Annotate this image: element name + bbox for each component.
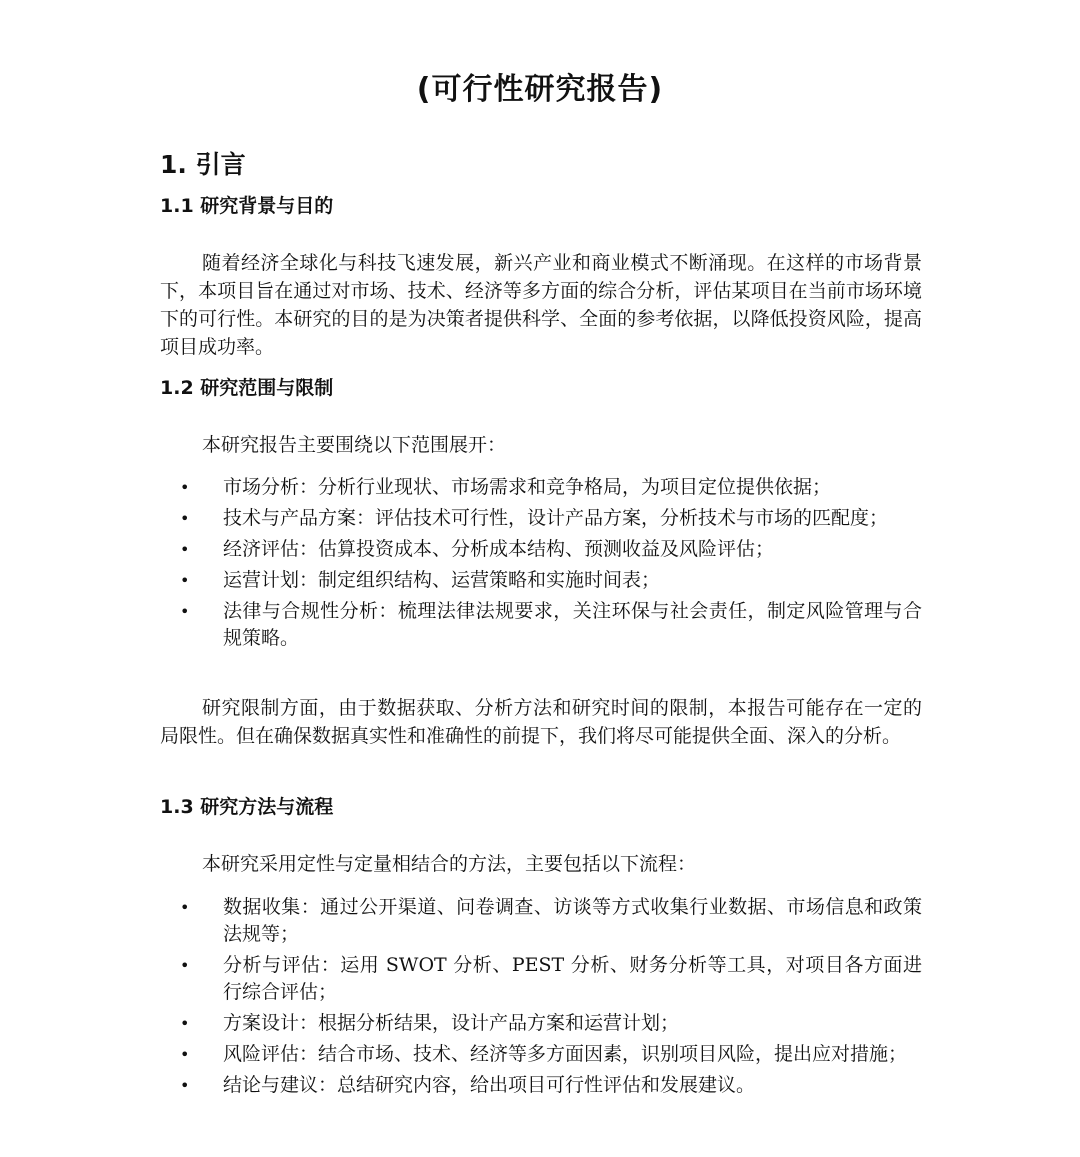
list-item: [160, 1010, 922, 1037]
list-item-text: 市场分析：分析行业现状、市场需求和竞争格局，为项目定位提供依据；: [223, 476, 832, 498]
bullet-icon: •: [180, 509, 190, 528]
list-item: [160, 894, 922, 948]
list-item-text: 技术与产品方案：评估技术可行性，设计产品方案，分析技术与市场的匹配度；: [223, 507, 889, 529]
list-item: [160, 1041, 922, 1068]
subsection-heading-background: 1.1 研究背景与目的: [160, 195, 334, 217]
list-item-text: 经济评估：估算投资成本、分析成本结构、预测收益及风险评估；: [223, 538, 775, 560]
list-item-text: 法律与合规性分析：梳理法律法规要求，关注环保与社会责任，制定风险管理与合规策略。: [223, 600, 922, 649]
list-item-text: 分析与评估：运用 SWOT 分析、PEST 分析、财务分析等工具，对项目各方面进行综合评估；: [223, 954, 922, 1003]
list-item: [160, 567, 922, 594]
list-item: [160, 536, 922, 563]
list-item: [160, 952, 922, 1006]
bullet-icon: •: [180, 1076, 190, 1095]
methodology-list: [160, 894, 922, 1103]
list-item-text: 方案设计：根据分析结果，设计产品方案和运营计划；: [223, 1012, 680, 1034]
list-item-text: 风险评估：结合市场、技术、经济等多方面因素，识别项目风险，提出应对措施；: [223, 1043, 908, 1065]
bullet-icon: •: [180, 478, 190, 497]
scope-list: [160, 474, 922, 656]
list-item-text: 数据收集：通过公开渠道、问卷调查、访谈等方式收集行业数据、市场信息和政策法规等；: [223, 896, 922, 945]
bullet-icon: •: [180, 1014, 190, 1033]
list-item: [160, 1072, 922, 1099]
scope-intro: 本研究报告主要围绕以下范围展开：: [202, 434, 507, 456]
bullet-icon: •: [180, 540, 190, 559]
list-item-text: 运营计划：制定组织结构、运营策略和实施时间表；: [223, 569, 661, 591]
list-item: [160, 474, 922, 501]
bullet-icon: •: [180, 602, 190, 621]
subsection-heading-methodology: 1.3 研究方法与流程: [160, 796, 334, 818]
list-item: [160, 598, 922, 652]
bullet-icon: •: [180, 571, 190, 590]
background-paragraph: 随着经济全球化与科技飞速发展，新兴产业和商业模式不断涌现。在这样的市场背景下，本项目旨在通过对市场、技术、经济等多方面的综合分析，评估某项目在当前市场环境下的可行性。本研究的目的是为决策者提供科学、全面的参考依据，以降低投资风险，提高项目成功率。: [160, 252, 922, 358]
subsection-heading-scope: 1.2 研究范围与限制: [160, 377, 334, 399]
bullet-icon: •: [180, 1045, 190, 1064]
bullet-icon: •: [180, 956, 190, 975]
list-item: [160, 505, 922, 532]
methodology-intro: 本研究采用定性与定量相结合的方法，主要包括以下流程：: [202, 853, 697, 875]
list-item-text: 结论与建议：总结研究内容，给出项目可行性评估和发展建议。: [223, 1074, 756, 1096]
section-heading-introduction: 1. 引言: [160, 150, 246, 179]
limitations-paragraph: 研究限制方面，由于数据获取、分析方法和研究时间的限制，本报告可能存在一定的局限性。但在确保数据真实性和准确性的前提下，我们将尽可能提供全面、深入的分析。: [160, 697, 922, 747]
bullet-icon: •: [180, 898, 190, 917]
document-title: (可行性研究报告): [416, 72, 664, 107]
